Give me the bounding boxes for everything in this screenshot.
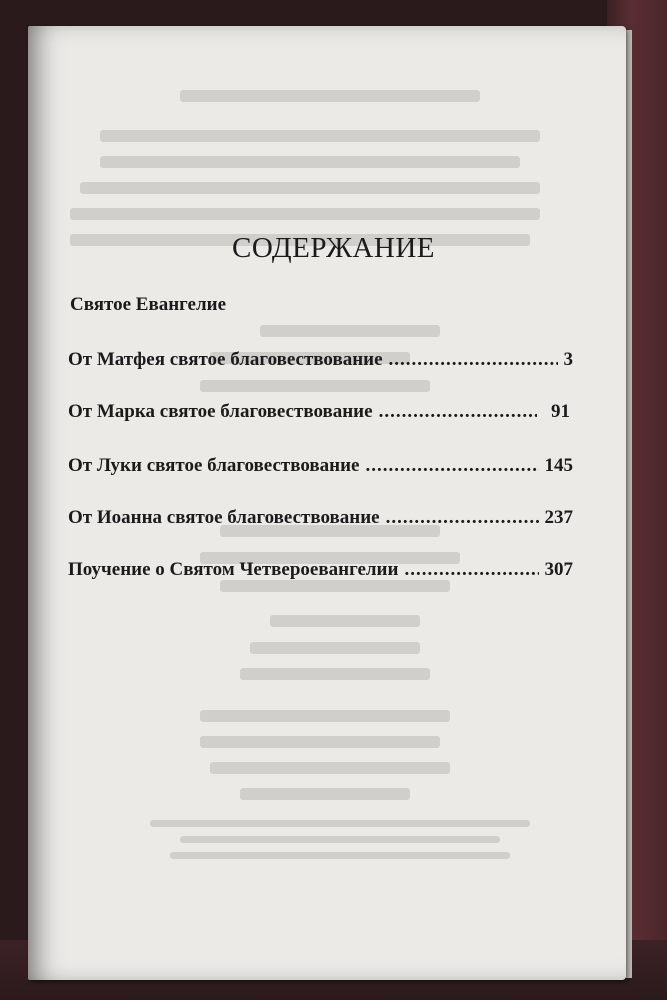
toc-entry-teaching	[68, 559, 573, 581]
toc-entry-title: От Иоанна святое благовествование	[68, 507, 380, 528]
dot-leader	[379, 401, 537, 423]
dot-leader	[366, 455, 539, 477]
contents-title: СОДЕРЖАНИЕ	[232, 232, 435, 264]
toc-entry-page: 91	[551, 401, 570, 422]
toc-entry-title: От Луки святое благовествование	[68, 455, 360, 476]
dot-leader	[386, 507, 539, 529]
toc-entry-title: Поучение о Святом Четвероевангелии	[68, 559, 399, 580]
dot-leader	[389, 349, 558, 371]
book-page	[28, 26, 626, 980]
toc-entry-title: От Матфея святое благовествование	[68, 349, 383, 370]
section-heading: Святое Евангелие	[70, 294, 227, 315]
toc-entry-page: 3	[563, 349, 573, 370]
toc-entry-john	[68, 507, 573, 529]
toc-entry-luke	[68, 455, 573, 477]
dot-leader	[404, 559, 538, 581]
toc-entry-page: 145	[544, 455, 573, 476]
toc-entry-mark	[68, 401, 570, 423]
toc-entry-page: 237	[544, 507, 573, 528]
toc-entry-title: От Марка святое благовествование	[68, 401, 373, 422]
toc-entry-matthew	[68, 349, 573, 371]
toc-entry-page: 307	[544, 559, 573, 580]
